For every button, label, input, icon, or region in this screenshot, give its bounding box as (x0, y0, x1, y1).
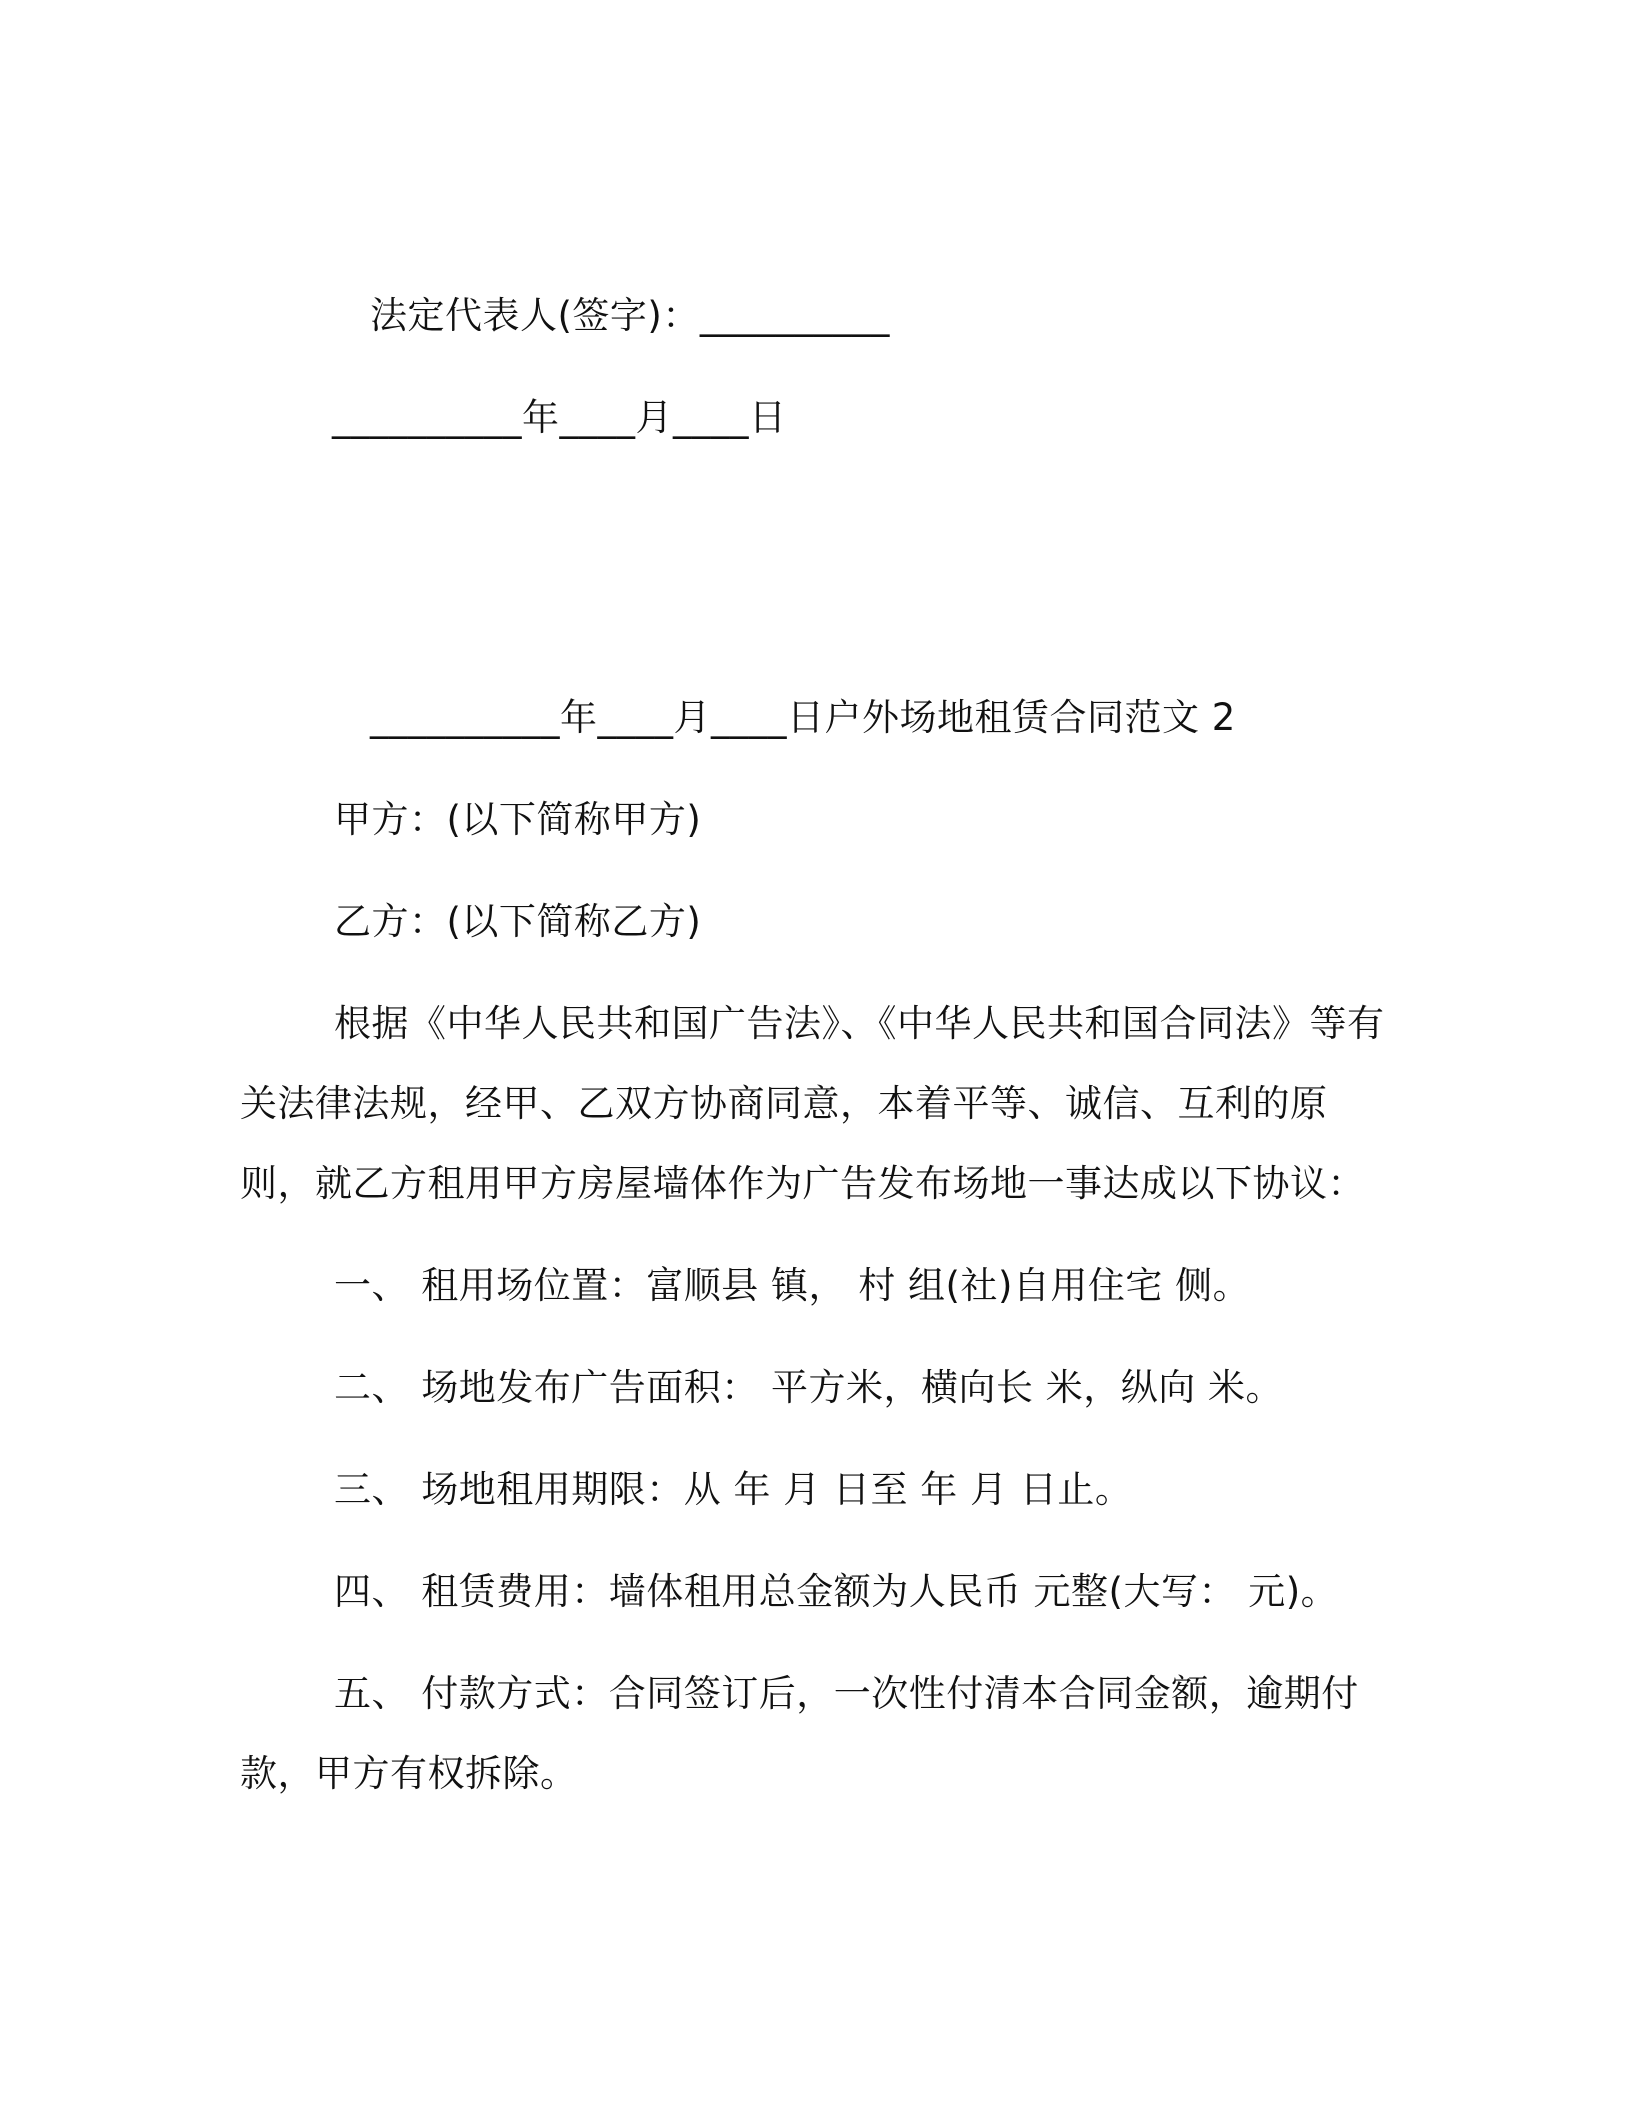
contract-title: __________年____月____日户外场地租赁合同范文 2 (370, 696, 1236, 739)
clause-area: 二、 场地发布广告面积： 平方米，横向长 米，纵向 米。 (334, 1366, 1284, 1409)
party-b-line: 乙方：(以下简称乙方) (334, 900, 702, 943)
signature-date-line: __________年____月____日 (332, 396, 787, 439)
legal-representative-signature-line: 法定代表人(签字)：__________ (370, 294, 890, 337)
clause-payment: 五、 付款方式：合同签订后，一次性付清本合同金额，逾期付款，甲方有权拆除。 (240, 1672, 1359, 1795)
contract-preamble: 根据《中华人民共和国广告法》、《中华人民共和国合同法》等有关法律法规，经甲、乙双方协商同意，本着平等、诚信、互利的原则，就乙方租用甲方房屋墙体作为广告发布场地一事达成以下协议： (240, 1002, 1385, 1205)
clause-fee: 四、 租赁费用：墙体租用总金额为人民币 元整(大写： 元)。 (334, 1570, 1339, 1613)
clause-location: 一、 租用场位置：富顺县 镇， 村 组(社)自用住宅 侧。 (334, 1264, 1251, 1307)
clause-term: 三、 场地租用期限：从 年 月 日至 年 月 日止。 (334, 1468, 1133, 1511)
party-a-line: 甲方：(以下简称甲方) (334, 798, 702, 841)
